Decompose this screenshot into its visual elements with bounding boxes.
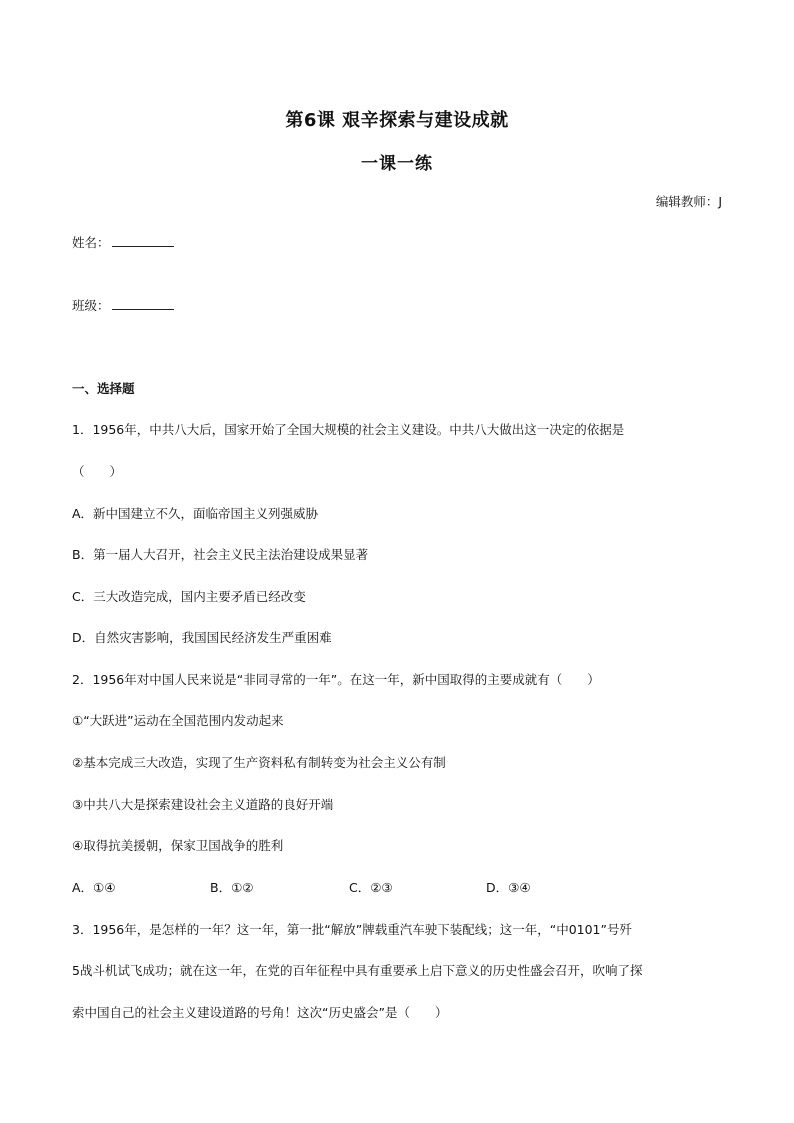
q3-stem-line-2: 5战斗机试飞成功；就在这一年，在党的百年征程中具有重要承上启下意义的历史性盛会召开，吹响了探: [72, 963, 643, 978]
q2-statement-2: ②基本完成三大改造，实现了生产资料私有制转变为社会主义公有制: [72, 755, 446, 770]
q2-options-row: [72, 878, 732, 894]
name-label: 姓名：: [72, 235, 110, 250]
q2-stem-line-1: 2．1956年对中国人民来说是“非同寻常的一年”。在这一年，新中国取得的主要成就有（ ）: [72, 672, 600, 687]
class-field: [72, 296, 174, 314]
q2-option-d: D．③④: [486, 880, 531, 895]
q2-option-c: C．②③: [349, 880, 393, 895]
q1-stem-line-1: 1．1956年，中共八大后，国家开始了全国大规模的社会主义建设。中共八大做出这一决定的依据是: [72, 422, 625, 437]
q1-option-a: A．新中国建立不久，面临帝国主义列强威胁: [72, 506, 319, 521]
q1-option-c: C．三大改造完成，国内主要矛盾已经改变: [72, 589, 306, 604]
q3-stem-line-3: 索中国自己的社会主义建设道路的号角！这次“历史盛会”是（ ）: [72, 1005, 448, 1020]
page-subtitle: 一课一练: [361, 154, 433, 174]
name-blank[interactable]: [112, 234, 174, 247]
class-label: 班级：: [72, 298, 110, 313]
q3-stem-line-1: 3．1956年，是怎样的一年？这一年，第一批“解放”牌载重汽车驶下装配线；这一年，“中0101”号歼: [72, 922, 632, 937]
page-title: 第6课 艰辛探索与建设成就: [285, 110, 509, 131]
class-blank[interactable]: [112, 297, 174, 310]
q2-statement-3: ③中共八大是探索建设社会主义道路的良好开端: [72, 797, 334, 812]
q2-option-a: A．①④: [72, 880, 116, 895]
q1-option-d: D．自然灾害影响，我国国民经济发生严重困难: [72, 630, 332, 645]
q1-stem-line-2: （ ）: [72, 464, 123, 479]
q2-option-b: B．①②: [210, 880, 254, 895]
q1-option-b: B．第一届人大召开，社会主义民主法治建设成果显著: [72, 547, 369, 562]
editor-credit: 编辑教师：J: [655, 194, 722, 209]
section-heading: 一、选择题: [72, 381, 135, 396]
name-field: [72, 233, 174, 251]
q2-statement-1: ①“大跃进”运动在全国范围内发动起来: [72, 713, 284, 728]
q2-statement-4: ④取得抗美援朝，保家卫国战争的胜利: [72, 838, 284, 853]
